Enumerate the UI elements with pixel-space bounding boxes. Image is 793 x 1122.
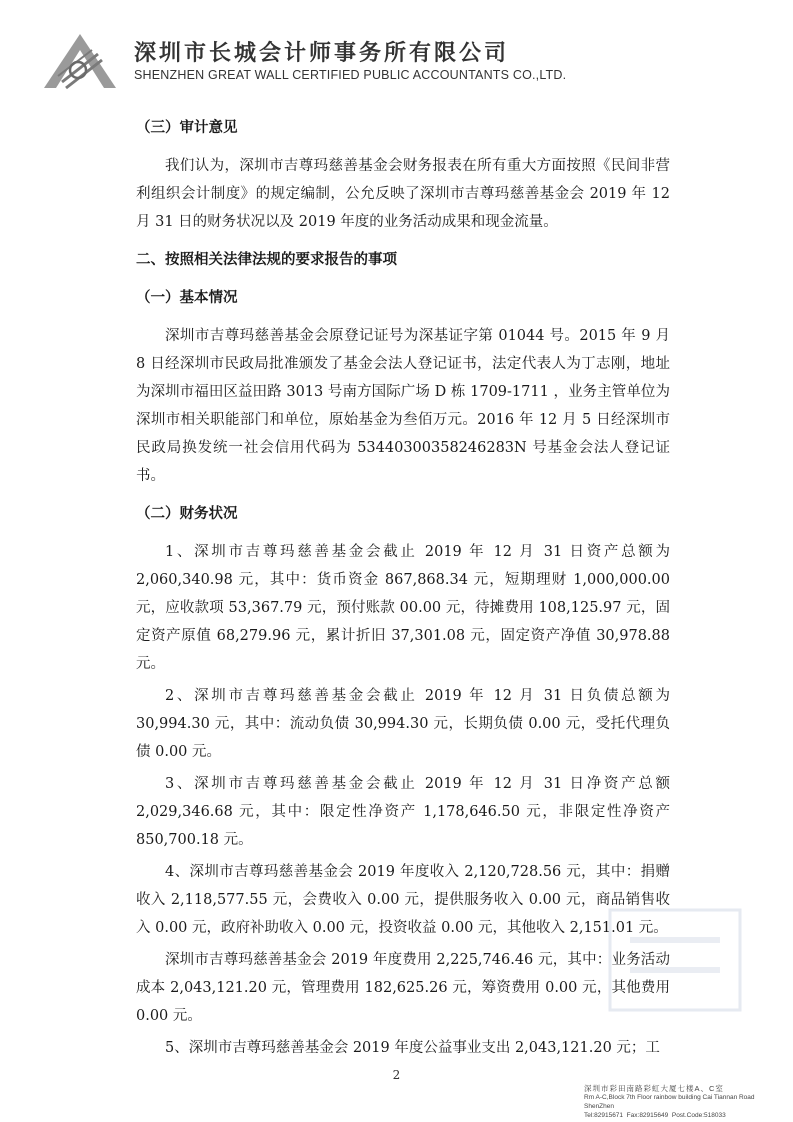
heading-audit-opinion: （三）审计意见 <box>136 119 238 136</box>
heading-financial-status: （二）财务状况 <box>136 505 238 522</box>
footer-address-cn: 深圳市彩田南路彩虹大厦七楼A、C室 <box>584 1084 724 1093</box>
paragraph-basic-info: 深圳市吉尊玛慈善基金会原登记证号为深基证字第 01044 号。2015 年 9 月 8 日经深圳市民政局批准颁发了基金会法人登记证书，法定代表人为丁志刚，地址为深圳市福田区益田路 3013 号南方国际广场 D 栋 1709-1711 ，业务主管单位为深圳市相关职能部门和单位，原始基金为叁佰万元。2016 年 12 月 5 日经深圳市民政局换发统一社会信用代码为 53440300358246283N 号基金会法人登记证书。 <box>136 328 670 484</box>
footer-tel: Tel:82915671 <box>584 1112 624 1119</box>
footer-fax: Fax:82915649 <box>626 1112 669 1119</box>
paragraph-expenses: 深圳市吉尊玛慈善基金会 2019 年度费用 2,225,746.46 元，其中：业务活动成本 2,043,121.20 元，管理费用 182,625.26 元，筹资费用 0.00 元，其他费用 0.00 元。 <box>136 952 670 1024</box>
paragraph-assets: 1、深圳市吉尊玛慈善基金会截止 2019 年 12 月 31 日资产总额为 2,060,340.98 元，其中：货币资金 867,868.34 元，短期理财 1,000,000.00 元，应收款项 53,367.79 元，预付账款 00.00 元，待摊费用 108,125.97 元，固定资产原值 68,279.96 元，累计折旧 37,301.08 元，固定资产净值 30,978.88 元。 <box>136 544 670 672</box>
firm-logo-icon <box>44 32 116 96</box>
paragraph-public-welfare-spending: 5、深圳市吉尊玛慈善基金会 2019 年度公益事业支出 2,043,121.20 元；工 <box>165 1040 660 1056</box>
heading-basic-info: （一）基本情况 <box>136 289 238 306</box>
firm-name-chinese: 深圳市长城会计师事务所有限公司 <box>134 40 510 66</box>
letterhead <box>44 22 744 92</box>
footer-contact-line <box>584 1111 784 1120</box>
heading-section-2: 二、按照相关法律法规的要求报告的事项 <box>136 251 397 268</box>
document-body <box>136 114 670 1062</box>
footer-address-en: Rm A-C,Block 7th Floor rainbow building Cai Tiannan Road ShenZhen <box>584 1094 755 1110</box>
footer-post-code: Post.Code:518033 <box>671 1112 726 1119</box>
paragraph-income: 4、深圳市吉尊玛慈善基金会 2019 年度收入 2,120,728.56 元，其中：捐赠收入 2,118,577.55 元，会费收入 0.00 元，提供服务收入 0.00 元，商品销售收入 0.00 元，政府补助收入 0.00 元，投资收益 0.00 元，其他收入 2,151.01 元。 <box>136 864 670 936</box>
paragraph-net-assets: 3、深圳市吉尊玛慈善基金会截止 2019 年 12 月 31 日净资产总额 2,029,346.68 元，其中：限定性净资产 1,178,646.50 元，非限定性净资产 850,700.18 元。 <box>136 776 670 848</box>
firm-name-english: SHENZHEN GREAT WALL CERTIFIED PUBLIC ACCOUNTANTS CO.,LTD. <box>134 68 567 82</box>
paragraph-liabilities: 2、深圳市吉尊玛慈善基金会截止 2019 年 12 月 31 日负债总额为 30,994.30 元，其中：流动负债 30,994.30 元，长期负债 0.00 元，受托代理负债 0.00 元。 <box>136 688 670 760</box>
page-number: 2 <box>392 1068 401 1082</box>
paragraph-audit-opinion: 我们认为，深圳市吉尊玛慈善基金会财务报表在所有重大方面按照《民间非营利组织会计制度》的规定编制，公允反映了深圳市吉尊玛慈善基金会 2019 年 12 月 31 日的财务状况以及 2019 年度的业务活动成果和现金流量。 <box>136 158 670 230</box>
footer-contact <box>584 1084 784 1120</box>
